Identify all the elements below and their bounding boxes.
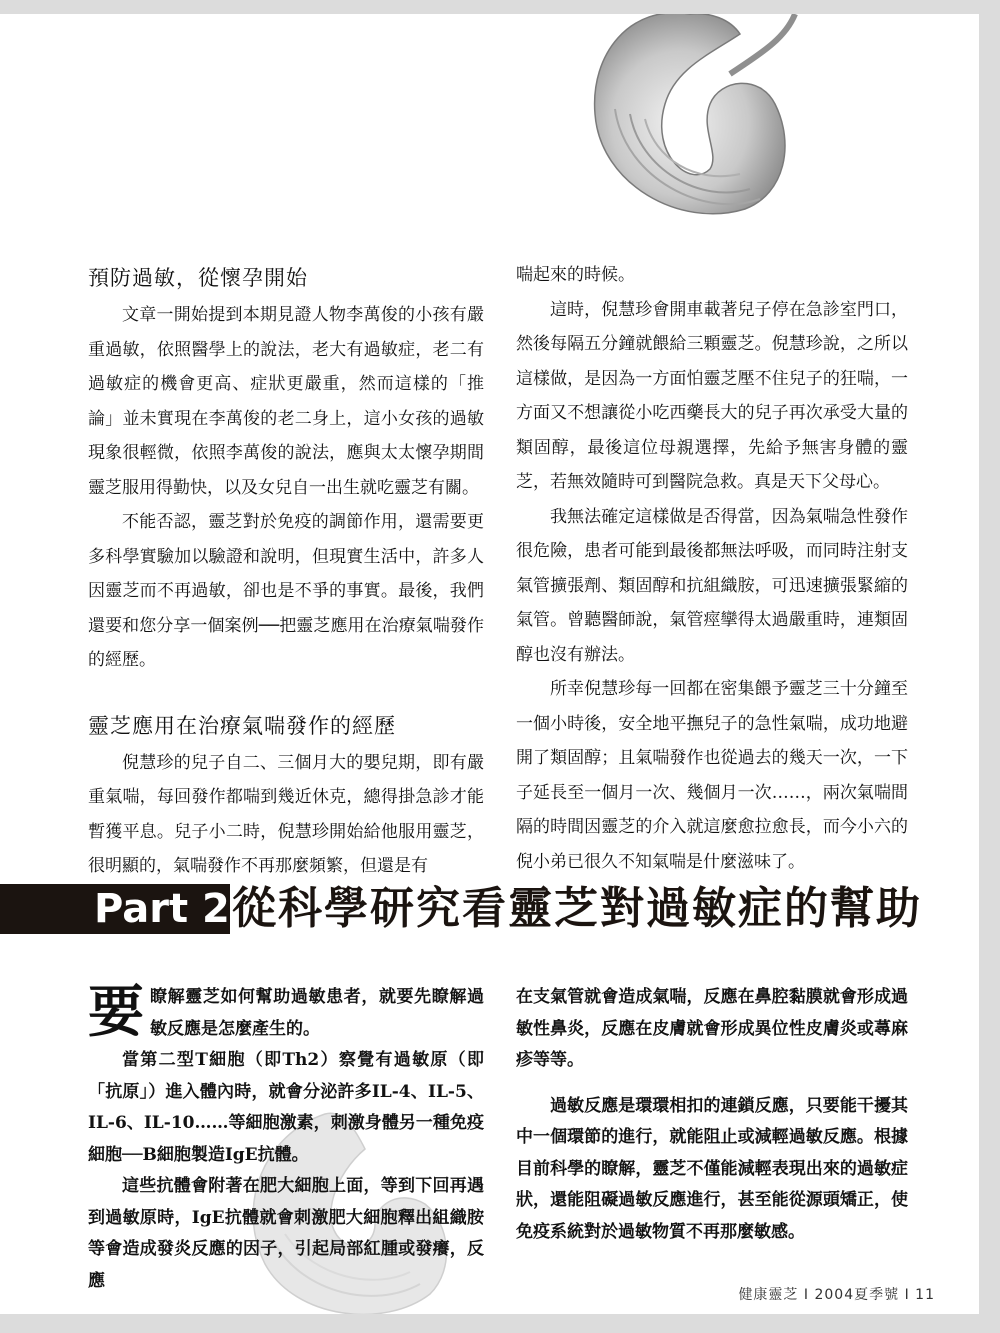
part2-right-column [516, 982, 908, 1248]
paragraph: 當第二型T細胞（即Th2）察覺有過敏原（即「抗原」）進入體內時，就會分泌許多IL-4、IL-5、IL-6、IL-10……等細胞激素，刺激身體另一種免疫細胞──B細胞製造IgE抗體。 [88, 1050, 484, 1165]
right-column [516, 258, 908, 879]
section-heading-asthma: 靈芝應用在治療氣喘發作的經歷 [88, 713, 396, 738]
lingzhi-mushroom-illustration [570, 14, 800, 244]
footer-separator: I [803, 1287, 810, 1303]
paragraph-continuation: 喘起來的時候。 [516, 265, 635, 285]
footer-separator: I [904, 1287, 910, 1303]
paragraph: 文章一開始提到本期見證人物李萬俊的小孩有嚴重過敏，依照醫學上的說法，老大有過敏症，老二有過敏症的機會更高、症狀更嚴重，然而這樣的「推論」並未實現在李萬俊的老二身上，這小女孩的過敏現象很輕微，依照李萬俊的說法，應與太太懷孕期間靈芝服用得勤快，以及女兒自一出生就吃靈芝有關。 [88, 305, 484, 498]
part2-left-column [88, 979, 484, 1297]
magazine-name: 健康靈芝 [738, 1287, 799, 1303]
paragraph-continuation: 在支氣管就會造成氣喘，反應在鼻腔黏膜就會形成過敏性鼻炎，反應在皮膚就會形成異位性皮膚炎或蕁麻疹等等。 [516, 987, 908, 1070]
part2-banner [0, 872, 979, 948]
part-title: 從科學研究看靈芝對過敏症的幫助 [232, 883, 922, 934]
lead-text: 瞭解靈芝如何幫助過敏患者，就要先瞭解過敏反應是怎麼產生的。 [150, 987, 484, 1039]
section-heading-pregnancy: 預防過敏，從懷孕開始 [88, 266, 308, 290]
paragraph: 倪慧珍的兒子自二、三個月大的嬰兒期，即有嚴重氣喘，每回發作都喘到幾近休克，總得掛急診才能暫獲平息。兒子小二時，倪慧珍開始給他服用靈芝，很明顯的，氣喘發作不再那麼頻繁，但還是有 [88, 752, 484, 876]
paragraph: 這些抗體會附著在肥大細胞上面，等到下回再遇到過敏原時，IgE抗體就會刺激肥大細胞釋出組織胺等會造成發炎反應的因子，引起局部紅腫或發癢，反應 [88, 1176, 484, 1291]
issue-label: 2004夏季號 [814, 1287, 900, 1303]
magazine-page [0, 14, 979, 1314]
paragraph: 過敏反應是環環相扣的連鎖反應，只要能干擾其中一個環節的進行，就能阻止或減輕過敏反應。根據目前科學的瞭解，靈芝不僅能減輕表現出來的過敏症狀，還能阻礙過敏反應進行，甚至能從源頭矯正，使免疫系統對於過敏物質不再那麼敏感。 [516, 1095, 908, 1242]
paragraph: 不能否認，靈芝對於免疫的調節作用，還需要更多科學實驗加以驗證和說明，但現實生活中，許多人因靈芝而不再過敏，卻也是不爭的事實。最後，我們還要和您分享一個案例──把靈芝應用在治療氣喘發作的經歷。 [88, 512, 484, 670]
lead-paragraph [88, 979, 484, 1045]
left-column [88, 258, 484, 884]
page-footer [738, 1284, 935, 1304]
paragraph: 我無法確定這樣做是否得當，因為氣喘急性發作很危險，患者可能到最後都無法呼吸，而同時注射支氣管擴張劑、類固醇和抗組織胺，可迅速擴張緊縮的氣管。曾聽醫師說，氣管痙攣得太過嚴重時，連類固醇也沒有辦法。 [516, 506, 908, 665]
page-number: 11 [915, 1287, 935, 1303]
dropcap: 要 [88, 979, 144, 1045]
part-label: Part 2 [94, 886, 230, 932]
paragraph: 這時，倪慧珍會開車載著兒子停在急診室門口，然後每隔五分鐘就餵給三顆靈芝。倪慧珍說，之所以這樣做，是因為一方面怕靈芝壓不住兒子的狂喘，一方面又不想讓從小吃西藥長大的兒子再次承受大量的類固醇，最後這位母親選擇，先給予無害身體的靈芝，若無效隨時可到醫院急救。真是天下父母心。 [516, 299, 908, 492]
paragraph: 所幸倪慧珍每一回都在密集餵予靈芝三十分鐘至一個小時後，安全地平撫兒子的急性氣喘，成功地避開了類固醇；且氣喘發作也從過去的幾天一次，一下子延長至一個月一次、幾個月一次……，兩次氣喘間隔的時間因靈芝的介入就這麼愈拉愈長，而今小六的倪小弟已很久不知氣喘是什麼滋味了。 [516, 679, 908, 872]
